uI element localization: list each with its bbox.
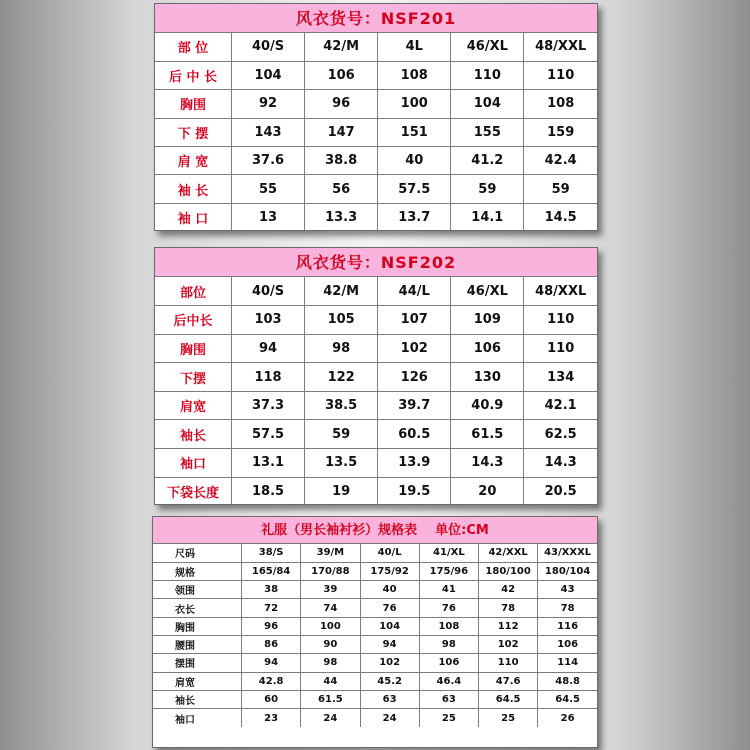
measurement-cell: 94: [360, 635, 419, 653]
size-column-header: 40/S: [232, 277, 305, 306]
measurement-cell: 78: [538, 599, 597, 617]
header-label: 尺码: [153, 544, 242, 562]
measurement-cell: 114: [538, 654, 597, 672]
size-column-header: 43/XXXL: [538, 544, 597, 562]
measurement-cell: 20.5: [524, 477, 597, 506]
measurement-cell: 106: [305, 61, 378, 89]
measurement-cell: 45.2: [360, 672, 419, 690]
measurement-cell: 25: [479, 709, 538, 727]
size-chart-dress-shirt: [152, 516, 598, 748]
table-title: 风衣货号：NSF201: [155, 4, 597, 33]
measurement-cell: 59: [524, 175, 597, 203]
measurement-cell: 42.4: [524, 147, 597, 175]
measurement-cell: 62.5: [524, 420, 597, 449]
table-row: [153, 599, 597, 617]
measurement-cell: 122: [305, 363, 378, 392]
measurement-cell: 61.5: [451, 420, 524, 449]
measurement-cell: 57.5: [232, 420, 305, 449]
row-label: 胸围: [153, 617, 242, 635]
measurement-cell: 14.3: [451, 449, 524, 478]
table-row: [155, 449, 597, 478]
measurement-cell: 180/100: [479, 562, 538, 580]
measurement-cell: 44: [301, 672, 360, 690]
table-row: [155, 147, 597, 175]
row-label: 袖 长: [155, 175, 232, 203]
measurement-cell: 106: [538, 635, 597, 653]
measurement-cell: 175/96: [419, 562, 478, 580]
measurement-cell: 40: [378, 147, 451, 175]
measurement-cell: 63: [419, 690, 478, 708]
row-label: 后中长: [155, 306, 232, 335]
size-table: [155, 33, 597, 232]
row-label: 肩宽: [153, 672, 242, 690]
table-row: [155, 175, 597, 203]
measurement-cell: 48.8: [538, 672, 597, 690]
measurement-cell: 59: [451, 175, 524, 203]
measurement-cell: 23: [242, 709, 301, 727]
row-label: 领围: [153, 581, 242, 599]
measurement-cell: 180/104: [538, 562, 597, 580]
size-column-header: 46/XL: [451, 277, 524, 306]
measurement-cell: 109: [451, 306, 524, 335]
header-label: 部位: [155, 277, 232, 306]
measurement-cell: 170/88: [301, 562, 360, 580]
table-row: [155, 90, 597, 118]
table-title: [153, 517, 597, 544]
measurement-cell: 19.5: [378, 477, 451, 506]
measurement-cell: 118: [232, 363, 305, 392]
measurement-cell: 47.6: [479, 672, 538, 690]
measurement-cell: 14.5: [524, 203, 597, 231]
measurement-cell: 55: [232, 175, 305, 203]
measurement-cell: 108: [524, 90, 597, 118]
measurement-cell: 165/84: [242, 562, 301, 580]
size-chart-nsf202: [154, 247, 598, 505]
size-column-header: 40/S: [232, 33, 305, 61]
measurement-cell: 24: [301, 709, 360, 727]
size-column-header: 39/M: [301, 544, 360, 562]
size-column-header: 48/XXL: [524, 33, 597, 61]
measurement-cell: 64.5: [538, 690, 597, 708]
table-title-text: 礼服（男长袖衬衫）规格表: [261, 523, 418, 538]
measurement-cell: 104: [232, 61, 305, 89]
measurement-cell: 106: [451, 334, 524, 363]
row-label: 下摆: [155, 363, 232, 392]
row-label: 腰围: [153, 635, 242, 653]
measurement-cell: 76: [360, 599, 419, 617]
measurement-cell: 107: [378, 306, 451, 335]
table-row: [155, 203, 597, 231]
measurement-cell: 41.2: [451, 147, 524, 175]
size-column-header: 42/M: [305, 33, 378, 61]
measurement-cell: 37.3: [232, 391, 305, 420]
measurement-cell: 72: [242, 599, 301, 617]
measurement-cell: 110: [524, 334, 597, 363]
table-row: [155, 420, 597, 449]
size-column-header: 48/XXL: [524, 277, 597, 306]
row-label: 袖 口: [155, 203, 232, 231]
table-row: [153, 581, 597, 599]
measurement-cell: 18.5: [232, 477, 305, 506]
measurement-cell: 100: [301, 617, 360, 635]
table-row: [155, 334, 597, 363]
measurement-cell: 60: [242, 690, 301, 708]
measurement-cell: 46.4: [419, 672, 478, 690]
row-label: 袖长: [155, 420, 232, 449]
measurement-cell: 102: [479, 635, 538, 653]
table-row: [153, 562, 597, 580]
measurement-cell: 38.5: [305, 391, 378, 420]
table-row: [153, 672, 597, 690]
measurement-cell: 90: [301, 635, 360, 653]
measurement-cell: 98: [301, 654, 360, 672]
measurement-cell: 41: [419, 581, 478, 599]
measurement-cell: 38.8: [305, 147, 378, 175]
header-row: [155, 33, 597, 61]
measurement-cell: 98: [419, 635, 478, 653]
measurement-cell: 105: [305, 306, 378, 335]
table-row: [155, 118, 597, 146]
measurement-cell: 110: [451, 61, 524, 89]
size-column-header: 46/XL: [451, 33, 524, 61]
size-column-header: 4L: [378, 33, 451, 61]
measurement-cell: 13.1: [232, 449, 305, 478]
row-label: 袖口: [155, 449, 232, 478]
measurement-cell: 143: [232, 118, 305, 146]
size-table: [155, 277, 597, 506]
measurement-cell: 106: [419, 654, 478, 672]
measurement-cell: 110: [524, 306, 597, 335]
measurement-cell: 104: [451, 90, 524, 118]
measurement-cell: 100: [378, 90, 451, 118]
measurement-cell: 86: [242, 635, 301, 653]
size-column-header: 42/XXL: [479, 544, 538, 562]
row-label: 袖口: [153, 709, 242, 727]
measurement-cell: 40: [360, 581, 419, 599]
table-row: [155, 363, 597, 392]
header-label: 部 位: [155, 33, 232, 61]
measurement-cell: 94: [242, 654, 301, 672]
size-column-header: 38/S: [242, 544, 301, 562]
measurement-cell: 134: [524, 363, 597, 392]
measurement-cell: 60.5: [378, 420, 451, 449]
measurement-cell: 25: [419, 709, 478, 727]
table-row: [153, 709, 597, 727]
size-table: [153, 544, 597, 727]
measurement-cell: 42: [479, 581, 538, 599]
row-label: 肩宽: [155, 391, 232, 420]
row-label: 肩 宽: [155, 147, 232, 175]
row-label: 胸围: [155, 90, 232, 118]
measurement-cell: 102: [360, 654, 419, 672]
measurement-cell: 43: [538, 581, 597, 599]
measurement-cell: 110: [524, 61, 597, 89]
measurement-cell: 14.1: [451, 203, 524, 231]
size-column-header: 41/XL: [419, 544, 478, 562]
measurement-cell: 14.3: [524, 449, 597, 478]
size-column-header: 40/L: [360, 544, 419, 562]
unit-label: 单位:CM: [435, 523, 489, 538]
row-label: 下 摆: [155, 118, 232, 146]
table-row: [155, 477, 597, 506]
measurement-cell: 24: [360, 709, 419, 727]
measurement-cell: 20: [451, 477, 524, 506]
size-column-header: 44/L: [378, 277, 451, 306]
measurement-cell: 126: [378, 363, 451, 392]
size-column-header: 42/M: [305, 277, 378, 306]
measurement-cell: 103: [232, 306, 305, 335]
measurement-cell: 39: [301, 581, 360, 599]
measurement-cell: 110: [479, 654, 538, 672]
measurement-cell: 64.5: [479, 690, 538, 708]
row-label: 下袋长度: [155, 477, 232, 506]
measurement-cell: 56: [305, 175, 378, 203]
table-row: [153, 635, 597, 653]
measurement-cell: 37.6: [232, 147, 305, 175]
measurement-cell: 74: [301, 599, 360, 617]
row-label: 摆围: [153, 654, 242, 672]
measurement-cell: 130: [451, 363, 524, 392]
table-row: [155, 391, 597, 420]
measurement-cell: 102: [378, 334, 451, 363]
measurement-cell: 96: [242, 617, 301, 635]
measurement-cell: 61.5: [301, 690, 360, 708]
measurement-cell: 98: [305, 334, 378, 363]
measurement-cell: 94: [232, 334, 305, 363]
measurement-cell: 13.3: [305, 203, 378, 231]
measurement-cell: 147: [305, 118, 378, 146]
measurement-cell: 26: [538, 709, 597, 727]
measurement-cell: 112: [479, 617, 538, 635]
measurement-cell: 78: [479, 599, 538, 617]
table-row: [153, 654, 597, 672]
measurement-cell: 57.5: [378, 175, 451, 203]
measurement-cell: 108: [378, 61, 451, 89]
measurement-cell: 42.1: [524, 391, 597, 420]
table-row: [155, 61, 597, 89]
table-row: [153, 617, 597, 635]
measurement-cell: 13.5: [305, 449, 378, 478]
header-row: [153, 544, 597, 562]
measurement-cell: 116: [538, 617, 597, 635]
table-title: 风衣货号：NSF202: [155, 248, 597, 277]
measurement-cell: 13: [232, 203, 305, 231]
measurement-cell: 108: [419, 617, 478, 635]
measurement-cell: 76: [419, 599, 478, 617]
measurement-cell: 96: [305, 90, 378, 118]
row-label: 后 中 长: [155, 61, 232, 89]
measurement-cell: 19: [305, 477, 378, 506]
measurement-cell: 155: [451, 118, 524, 146]
table-row: [153, 690, 597, 708]
row-label: 衣长: [153, 599, 242, 617]
header-row: [155, 277, 597, 306]
measurement-cell: 13.7: [378, 203, 451, 231]
measurement-cell: 151: [378, 118, 451, 146]
measurement-cell: 92: [232, 90, 305, 118]
row-label: 规格: [153, 562, 242, 580]
measurement-cell: 39.7: [378, 391, 451, 420]
measurement-cell: 175/92: [360, 562, 419, 580]
row-label: 胸围: [155, 334, 232, 363]
measurement-cell: 104: [360, 617, 419, 635]
measurement-cell: 38: [242, 581, 301, 599]
table-row: [155, 306, 597, 335]
measurement-cell: 63: [360, 690, 419, 708]
measurement-cell: 42.8: [242, 672, 301, 690]
measurement-cell: 40.9: [451, 391, 524, 420]
row-label: 袖长: [153, 690, 242, 708]
measurement-cell: 159: [524, 118, 597, 146]
size-chart-nsf201: [154, 3, 598, 231]
measurement-cell: 59: [305, 420, 378, 449]
measurement-cell: 13.9: [378, 449, 451, 478]
